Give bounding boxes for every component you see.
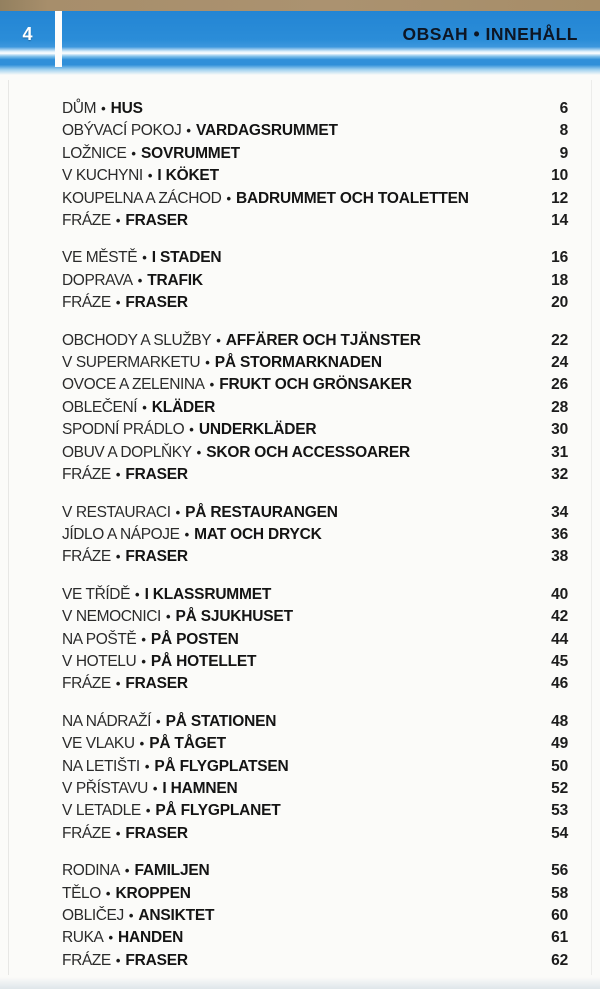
chapter-page-number: 46 — [551, 675, 568, 693]
separator-bullet: • — [128, 908, 134, 923]
toc-row — [62, 546, 568, 568]
chapter-title-czech: TĚLO — [62, 884, 101, 902]
chapter-page-number: 32 — [551, 466, 568, 484]
toc-group — [62, 330, 568, 487]
chapter-title-swedish: FRASER — [125, 951, 188, 969]
toc-row — [62, 629, 568, 651]
separator-bullet: • — [115, 952, 121, 968]
chapter-title-czech: V PŘÍSTAVU — [62, 779, 148, 797]
chapter-label — [62, 800, 524, 822]
toc-row — [62, 165, 568, 187]
toc-row — [62, 800, 568, 822]
separator-bullet: • — [135, 586, 140, 602]
chapter-label — [62, 711, 524, 733]
chapter-title-swedish: UNDERKLÄDER — [198, 421, 317, 439]
separator-bullet: • — [189, 422, 194, 438]
toc-row — [62, 733, 568, 755]
chapter-page-number: 42 — [551, 608, 568, 626]
chapter-label — [62, 905, 524, 927]
toc-row — [62, 502, 568, 524]
separator-bullet: • — [105, 885, 111, 901]
page-title: OBSAH • INNEHÅLL — [402, 24, 578, 44]
chapter-label — [62, 247, 524, 269]
toc-row — [62, 292, 568, 314]
separator-bullet: • — [124, 863, 130, 879]
chapter-title-czech: V KUCHYNI — [62, 167, 143, 185]
chapter-page-number: 60 — [551, 907, 568, 924]
chapter-page-number: 26 — [551, 376, 568, 394]
chapter-title-swedish: PÅ STATIONEN — [165, 712, 277, 730]
toc-row — [62, 419, 568, 441]
chapter-page-number: 9 — [559, 144, 568, 162]
chapter-page-number: 8 — [559, 122, 568, 140]
separator-bullet: • — [209, 377, 215, 393]
toc-group — [62, 98, 568, 232]
chapter-label — [62, 673, 524, 695]
chapter-title-swedish: TRAFIK — [147, 271, 203, 289]
separator-bullet: • — [141, 653, 146, 669]
separator-bullet: • — [165, 609, 171, 625]
chapter-page-number: 50 — [551, 757, 568, 775]
toc-row — [62, 883, 568, 905]
chapter-label — [62, 374, 524, 396]
chapter-title-czech: VE MĚSTĚ — [62, 249, 138, 267]
chapter-page-number: 52 — [551, 779, 568, 797]
chapter-label — [62, 927, 524, 949]
chapter-title-czech: VE TŘÍDĚ — [62, 585, 131, 603]
chapter-page-number: 31 — [551, 443, 568, 461]
chapter-title-czech: KOUPELNA A ZÁCHOD — [62, 189, 222, 207]
chapter-title-czech: V SUPERMARKETU — [62, 354, 201, 372]
chapter-label — [62, 883, 524, 905]
separator-bullet: • — [196, 444, 202, 460]
chapter-title-swedish: PÅ SJUKHUSET — [175, 608, 293, 626]
chapter-title-czech: V RESTAURACI — [62, 503, 171, 521]
chapter-title-czech: DOPRAVA — [62, 271, 133, 289]
chapter-title-swedish: FRASER — [125, 212, 188, 230]
chapter-title-swedish: SOVRUMMET — [140, 144, 240, 162]
separator-bullet: • — [175, 504, 181, 520]
chapter-page-number: 34 — [551, 503, 568, 521]
chapter-title-czech: V NEMOCNICI — [62, 608, 161, 626]
page-edge-left — [8, 80, 9, 975]
toc-row — [62, 442, 568, 464]
toc-row — [62, 188, 568, 210]
chapter-title-swedish: HUS — [110, 100, 143, 117]
chapter-title-czech: LOŽNICE — [62, 144, 127, 162]
toc-row — [62, 778, 568, 800]
chapter-title-swedish: HANDEN — [118, 929, 184, 947]
chapter-label — [62, 98, 524, 120]
toc-row — [62, 756, 568, 778]
toc-row — [62, 927, 568, 949]
chapter-page-number: 54 — [551, 824, 568, 842]
chapter-label — [62, 778, 524, 800]
chapter-page-number: 18 — [551, 271, 568, 289]
toc-row — [62, 120, 568, 142]
toc-row — [62, 606, 568, 628]
chapter-page-number: 40 — [551, 585, 568, 603]
chapter-page-number: 6 — [559, 100, 568, 117]
separator-bullet: • — [152, 780, 158, 796]
toc-row — [62, 711, 568, 733]
chapter-page-number: 56 — [551, 862, 568, 880]
separator-bullet: • — [115, 676, 121, 692]
separator-bullet: • — [131, 145, 136, 161]
chapter-title-czech: FRÁZE — [62, 951, 111, 969]
toc-group — [62, 502, 568, 569]
chapter-title-czech: NA POŠTĚ — [62, 630, 137, 648]
toc-row — [62, 464, 568, 486]
toc-row — [62, 524, 568, 546]
separator-bullet: • — [184, 526, 190, 542]
toc-row — [62, 823, 568, 845]
chapter-title-swedish: I STADEN — [151, 249, 222, 267]
chapter-title-czech: OBÝVACÍ POKOJ — [62, 122, 182, 140]
separator-bullet: • — [216, 332, 221, 348]
toc-row — [62, 584, 568, 606]
page-bottom-shadow — [0, 977, 600, 989]
toc-row — [62, 860, 568, 882]
chapter-title-czech: FRÁZE — [62, 466, 111, 484]
toc-row — [62, 397, 568, 419]
chapter-label — [62, 419, 524, 441]
chapter-title-swedish: PÅ TÅGET — [149, 735, 226, 753]
chapter-title-swedish: AFFÄRER OCH TJÄNSTER — [225, 331, 421, 349]
toc-row — [62, 143, 568, 165]
separator-bullet: • — [142, 399, 147, 415]
chapter-page-number: 24 — [551, 354, 568, 372]
chapter-title-swedish: BADRUMMET OCH TOALETTEN — [236, 189, 469, 207]
chapter-label — [62, 651, 524, 673]
toc-row — [62, 270, 568, 292]
chapter-label — [62, 524, 524, 546]
chapter-title-swedish: PÅ FLYGPLATSEN — [154, 757, 289, 775]
separator-bullet: • — [115, 825, 121, 841]
separator-bullet: • — [144, 758, 150, 774]
toc-row — [62, 950, 568, 972]
separator-bullet: • — [115, 295, 121, 311]
chapter-title-swedish: VARDAGSRUMMET — [195, 122, 338, 140]
chapter-title-czech: RUKA — [62, 929, 104, 947]
chapter-title-czech: OBLIČEJ — [62, 907, 124, 924]
chapter-title-swedish: ANSIKTET — [138, 907, 215, 924]
chapter-title-czech: RODINA — [62, 862, 120, 880]
toc-group — [62, 711, 568, 845]
chapter-title-czech: SPODNÍ PRÁDLO — [62, 421, 185, 439]
chapter-title-swedish: PÅ STORMARKNADEN — [214, 354, 382, 372]
chapter-title-czech: FRÁZE — [62, 675, 111, 693]
chapter-label — [62, 352, 524, 374]
separator-bullet: • — [139, 736, 145, 752]
separator-bullet: • — [156, 713, 161, 729]
chapter-title-czech: DŮM — [62, 100, 97, 117]
chapter-label — [62, 330, 524, 352]
separator-bullet: • — [226, 190, 232, 206]
chapter-label — [62, 270, 524, 292]
separator-bullet: • — [186, 123, 191, 139]
chapter-page-number: 44 — [551, 630, 568, 648]
toc-row — [62, 374, 568, 396]
table-surface-strip — [0, 0, 600, 11]
separator-bullet: • — [147, 168, 153, 184]
toc-row — [62, 651, 568, 673]
separator-bullet: • — [115, 549, 121, 565]
toc-row — [62, 210, 568, 232]
page-header — [0, 11, 600, 75]
chapter-label — [62, 546, 524, 568]
chapter-page-number: 12 — [551, 189, 568, 207]
page-edge-right — [591, 80, 592, 975]
chapter-title-swedish: FRASER — [125, 824, 188, 842]
chapter-label — [62, 823, 524, 845]
toc-list — [62, 98, 568, 987]
chapter-title-czech: FRÁZE — [62, 548, 111, 566]
page-number-box — [0, 11, 55, 75]
chapter-title-swedish: I KLASSRUMMET — [144, 585, 272, 603]
toc-row — [62, 673, 568, 695]
chapter-page-number: 45 — [551, 652, 568, 670]
chapter-page-number: 38 — [551, 548, 568, 566]
chapter-title-swedish: FRUKT OCH GRÖNSAKER — [219, 376, 412, 394]
separator-bullet: • — [115, 213, 121, 229]
chapter-label — [62, 464, 524, 486]
chapter-title-czech: FRÁZE — [62, 824, 111, 842]
chapter-page-number: 16 — [551, 249, 568, 267]
toc-group — [62, 247, 568, 314]
chapter-label — [62, 584, 524, 606]
chapter-label — [62, 292, 524, 314]
chapter-title-swedish: PÅ RESTAURANGEN — [185, 503, 338, 521]
chapter-title-swedish: FRASER — [125, 294, 188, 312]
chapter-title-swedish: FRASER — [125, 548, 188, 566]
separator-bullet: • — [142, 250, 147, 266]
toc-group — [62, 584, 568, 696]
chapter-label — [62, 950, 524, 972]
chapter-title-swedish: I KÖKET — [157, 167, 219, 185]
chapter-title-czech: NA LETIŠTI — [62, 757, 140, 775]
chapter-label — [62, 733, 524, 755]
chapter-title-czech: V HOTELU — [62, 652, 137, 670]
toc-group — [62, 860, 568, 972]
chapter-title-swedish: SKOR OCH ACCESSOARER — [206, 443, 411, 461]
chapter-page-number: 61 — [551, 929, 568, 947]
chapter-title-czech: JÍDLO A NÁPOJE — [62, 525, 180, 543]
toc-row — [62, 905, 568, 927]
chapter-title-swedish: PÅ POSTEN — [150, 630, 239, 648]
separator-bullet: • — [101, 101, 106, 116]
separator-bullet: • — [205, 355, 210, 371]
chapter-page-number: 58 — [551, 884, 568, 902]
chapter-page-number: 53 — [551, 802, 568, 820]
chapter-label — [62, 143, 524, 165]
chapter-label — [62, 442, 524, 464]
chapter-label — [62, 165, 524, 187]
chapter-label — [62, 188, 524, 210]
chapter-title-swedish: FAMILJEN — [134, 862, 210, 880]
chapter-title-swedish: MAT OCH DRYCK — [194, 525, 322, 543]
chapter-page-number: 22 — [551, 331, 568, 349]
chapter-label — [62, 502, 524, 524]
chapter-title-czech: FRÁZE — [62, 294, 111, 312]
chapter-page-number: 14 — [551, 212, 568, 230]
chapter-label — [62, 120, 524, 142]
separator-bullet: • — [137, 272, 143, 288]
separator-bullet: • — [141, 631, 146, 647]
chapter-title-czech: NA NÁDRAŽÍ — [62, 712, 152, 730]
chapter-title-czech: OVOCE A ZELENINA — [62, 376, 205, 394]
header-divider-gap — [55, 11, 62, 67]
chapter-page-number: 36 — [551, 525, 568, 543]
chapter-page-number: 28 — [551, 398, 568, 416]
chapter-title-czech: OBLEČENÍ — [62, 398, 138, 416]
toc-row — [62, 330, 568, 352]
chapter-title-czech: V LETADLE — [62, 802, 141, 820]
chapter-page-number: 62 — [551, 951, 568, 969]
chapter-title-swedish: FRASER — [125, 675, 188, 693]
toc-row — [62, 352, 568, 374]
chapter-title-czech: OBCHODY A SLUŽBY — [62, 331, 212, 349]
chapter-title-swedish: KROPPEN — [115, 884, 191, 902]
toc-row — [62, 98, 568, 120]
chapter-page-number: 49 — [551, 735, 568, 753]
chapter-label — [62, 756, 524, 778]
chapter-title-czech: OBUV A DOPLŇKY — [62, 443, 192, 461]
chapter-title-swedish: PÅ FLYGPLANET — [155, 802, 281, 820]
chapter-title-swedish: PÅ HOTELLET — [150, 652, 257, 670]
chapter-label — [62, 210, 524, 232]
chapter-label — [62, 606, 524, 628]
page-number: 4 — [22, 24, 33, 44]
chapter-page-number: 48 — [551, 712, 568, 730]
separator-bullet: • — [145, 803, 151, 819]
chapter-label — [62, 860, 524, 882]
chapter-title-czech: FRÁZE — [62, 212, 111, 230]
separator-bullet: • — [115, 467, 121, 483]
chapter-page-number: 30 — [551, 421, 568, 439]
chapter-title-swedish: FRASER — [125, 466, 188, 484]
chapter-page-number: 20 — [551, 294, 568, 312]
chapter-title-swedish: KLÄDER — [151, 398, 216, 416]
chapter-title-swedish: I HAMNEN — [162, 779, 238, 797]
chapter-label — [62, 397, 524, 419]
chapter-title-czech: VE VLAKU — [62, 735, 135, 753]
separator-bullet: • — [108, 930, 114, 946]
toc-row — [62, 247, 568, 269]
chapter-label — [62, 629, 524, 651]
chapter-page-number: 10 — [551, 167, 568, 185]
